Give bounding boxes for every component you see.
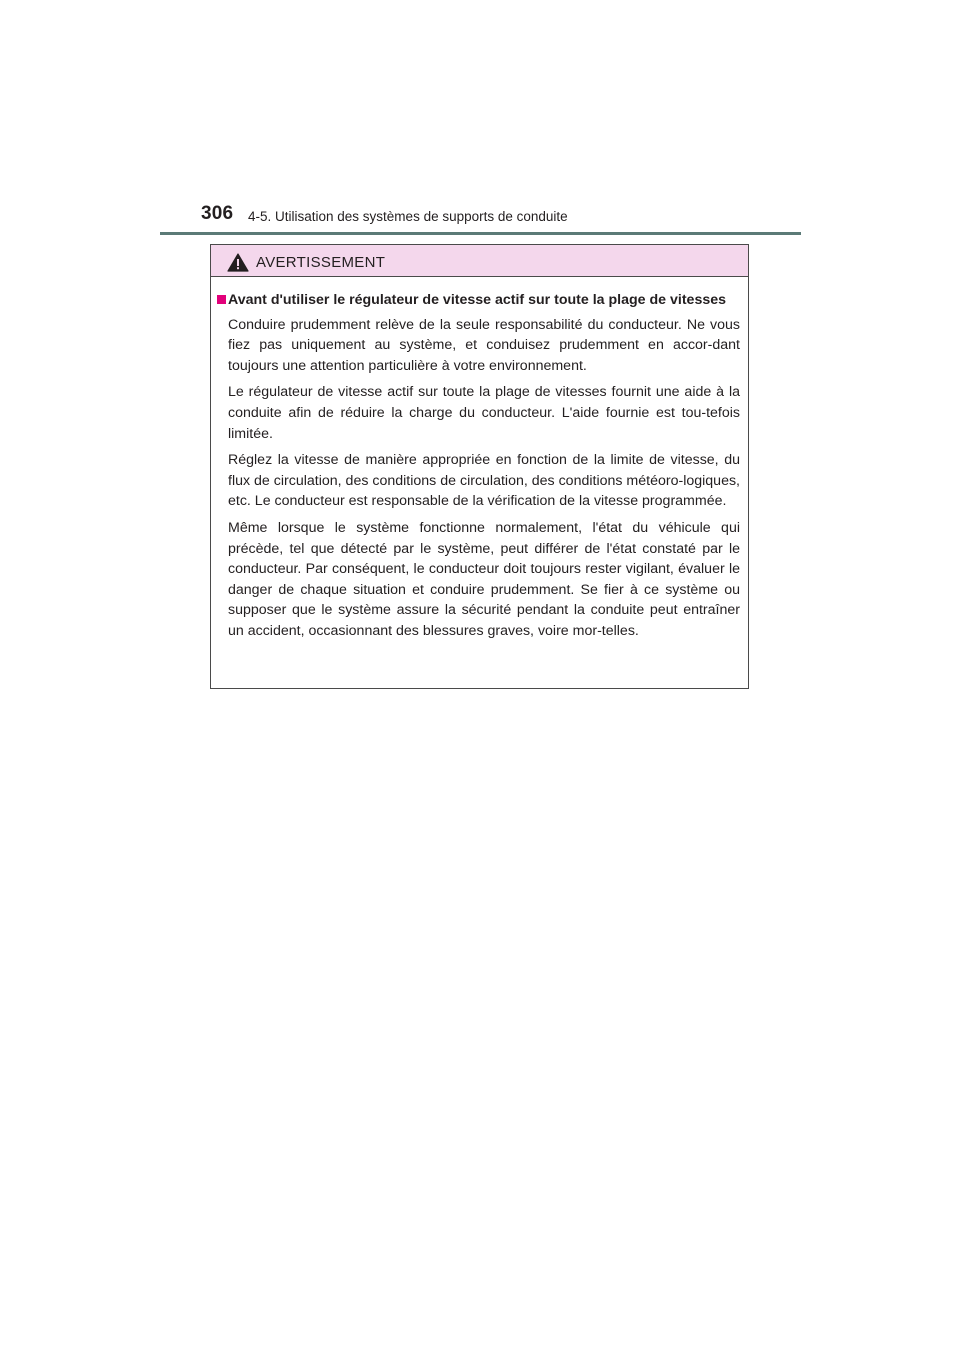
warning-paragraph: Conduire prudemment relève de la seule responsabilité du conducteur. Ne vous fiez pas uniquement au système, et conduisez prudemment en accor-dant toujours une attention particulière à votre environnement. [228,316,740,374]
warning-label: AVERTISSEMENT [256,254,386,271]
header-divider [160,232,801,235]
warning-item-title-text: Avant d'utiliser le régulateur de vitesse actif sur toute la plage de vitesses [228,292,727,308]
warning-body [211,277,748,642]
square-bullet-icon [217,295,226,304]
page-number: 306 [201,203,234,224]
warning-item-title [217,290,740,311]
warning-paragraph: Réglez la vitesse de manière appropriée en fonction de la limite de vitesse, du flux de circulation, des conditions de circulation, des conditions météoro-logiques, etc. Le conducteur est responsable de la vérification de la vitesse programmée. [228,452,740,510]
warning-header [211,245,748,277]
section-title: 4-5. Utilisation des systèmes de supports de conduite [248,209,568,224]
warning-box [210,244,749,689]
page-header [160,196,801,236]
warning-triangle-icon [227,253,249,272]
warning-paragraph: Le régulateur de vitesse actif sur toute la plage de vitesses fournit une aide à la conduite afin de réduire la charge du conducteur. L'aide fournie est tou-tefois limitée. [228,384,740,442]
warning-paragraph: Même lorsque le système fonctionne normalement, l'état du véhicule qui précède, tel que détecté par le système, peut différer de l'état constaté par le conducteur. Par conséquent, le conducteur doit toujours rester vigilant, évaluer le danger de chaque situation et conduire prudemment. Se fier à ce système ou supposer que le système assure la sécurité pendant la conduite peut entraîner un accident, occasionnant des blessures graves, voire mor-telles. [228,519,740,639]
